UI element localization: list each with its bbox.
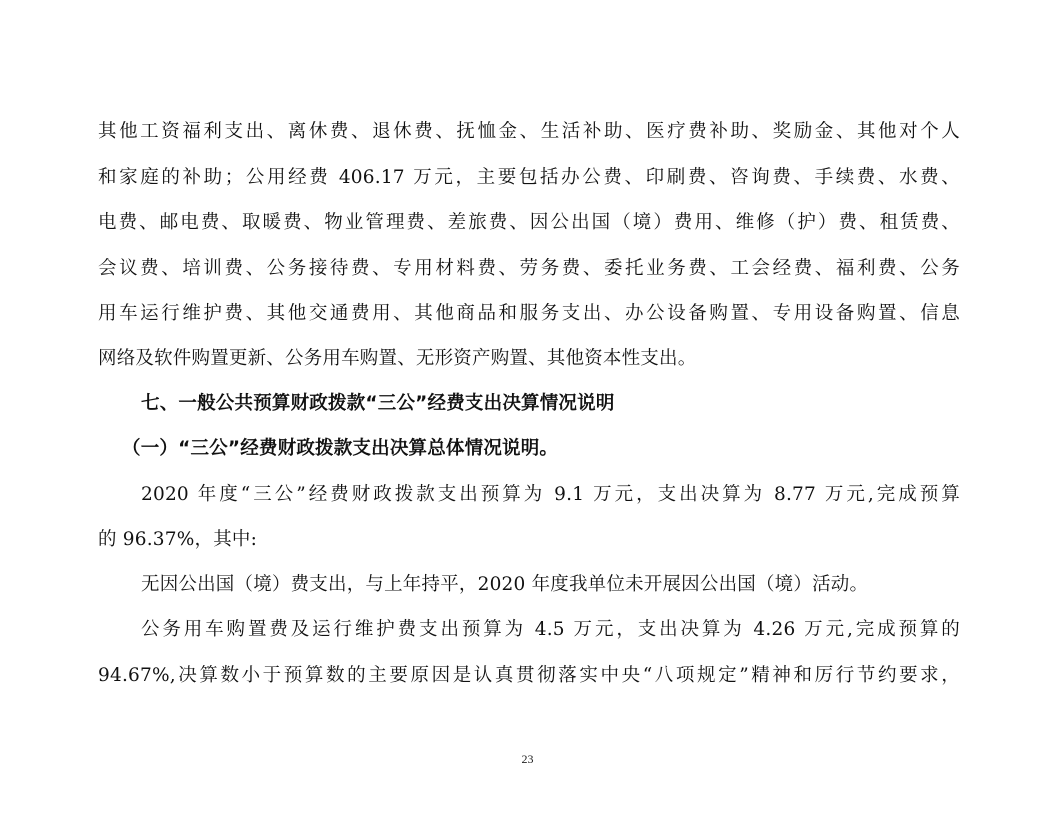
page-number: 23: [521, 752, 534, 766]
paragraph-3-line-2: 94.67%,决算数小于预算数的主要原因是认真贯彻落实中央“八项规定”精神和厉行节约要求，: [98, 665, 960, 686]
section-heading: 七、一般公共预算财政拨款“三公”经费支出决算情况说明: [141, 393, 615, 414]
body-text-line-1: 其他工资福利支出、离休费、退休费、抚恤金、生活补助、医疗费补助、奖励金、其他对个人: [98, 121, 960, 142]
paragraph-1-line-1: 2020 年度“三公”经费财政拨款支出预算为 9.1 万元，支出决算为 8.77 万元,完成预算: [141, 484, 960, 505]
body-text-line-3: 电费、邮电费、取暖费、物业管理费、差旅费、因公出国（境）费用、维修（护）费、租赁费、: [98, 212, 960, 233]
paragraph-3-line-1: 公务用车购置费及运行维护费支出预算为 4.5 万元，支出决算为 4.26 万元,完成预算的: [141, 619, 960, 640]
paragraph-1-line-2: 的 96.37%，其中:: [98, 529, 258, 550]
body-text-line-4: 会议费、培训费、公务接待费、专用材料费、劳务费、委托业务费、工会经费、福利费、公务: [98, 258, 960, 279]
body-text-line-2: 和家庭的补助；公用经费 406.17 万元，主要包括办公费、印刷费、咨询费、手续费、水费、: [98, 167, 960, 188]
paragraph-2-line-1: 无因公出国（境）费支出，与上年持平，2020 年度我单位未开展因公出国（境）活动。: [141, 574, 869, 595]
subsection-heading: （一）“三公”经费财政拨款支出决算总体情况说明。: [122, 438, 559, 459]
body-text-line-6: 网络及软件购置更新、公务用车购置、无形资产购置、其他资本性支出。: [98, 348, 697, 369]
body-text-line-5: 用车运行维护费、其他交通费用、其他商品和服务支出、办公设备购置、专用设备购置、信息: [98, 303, 960, 324]
